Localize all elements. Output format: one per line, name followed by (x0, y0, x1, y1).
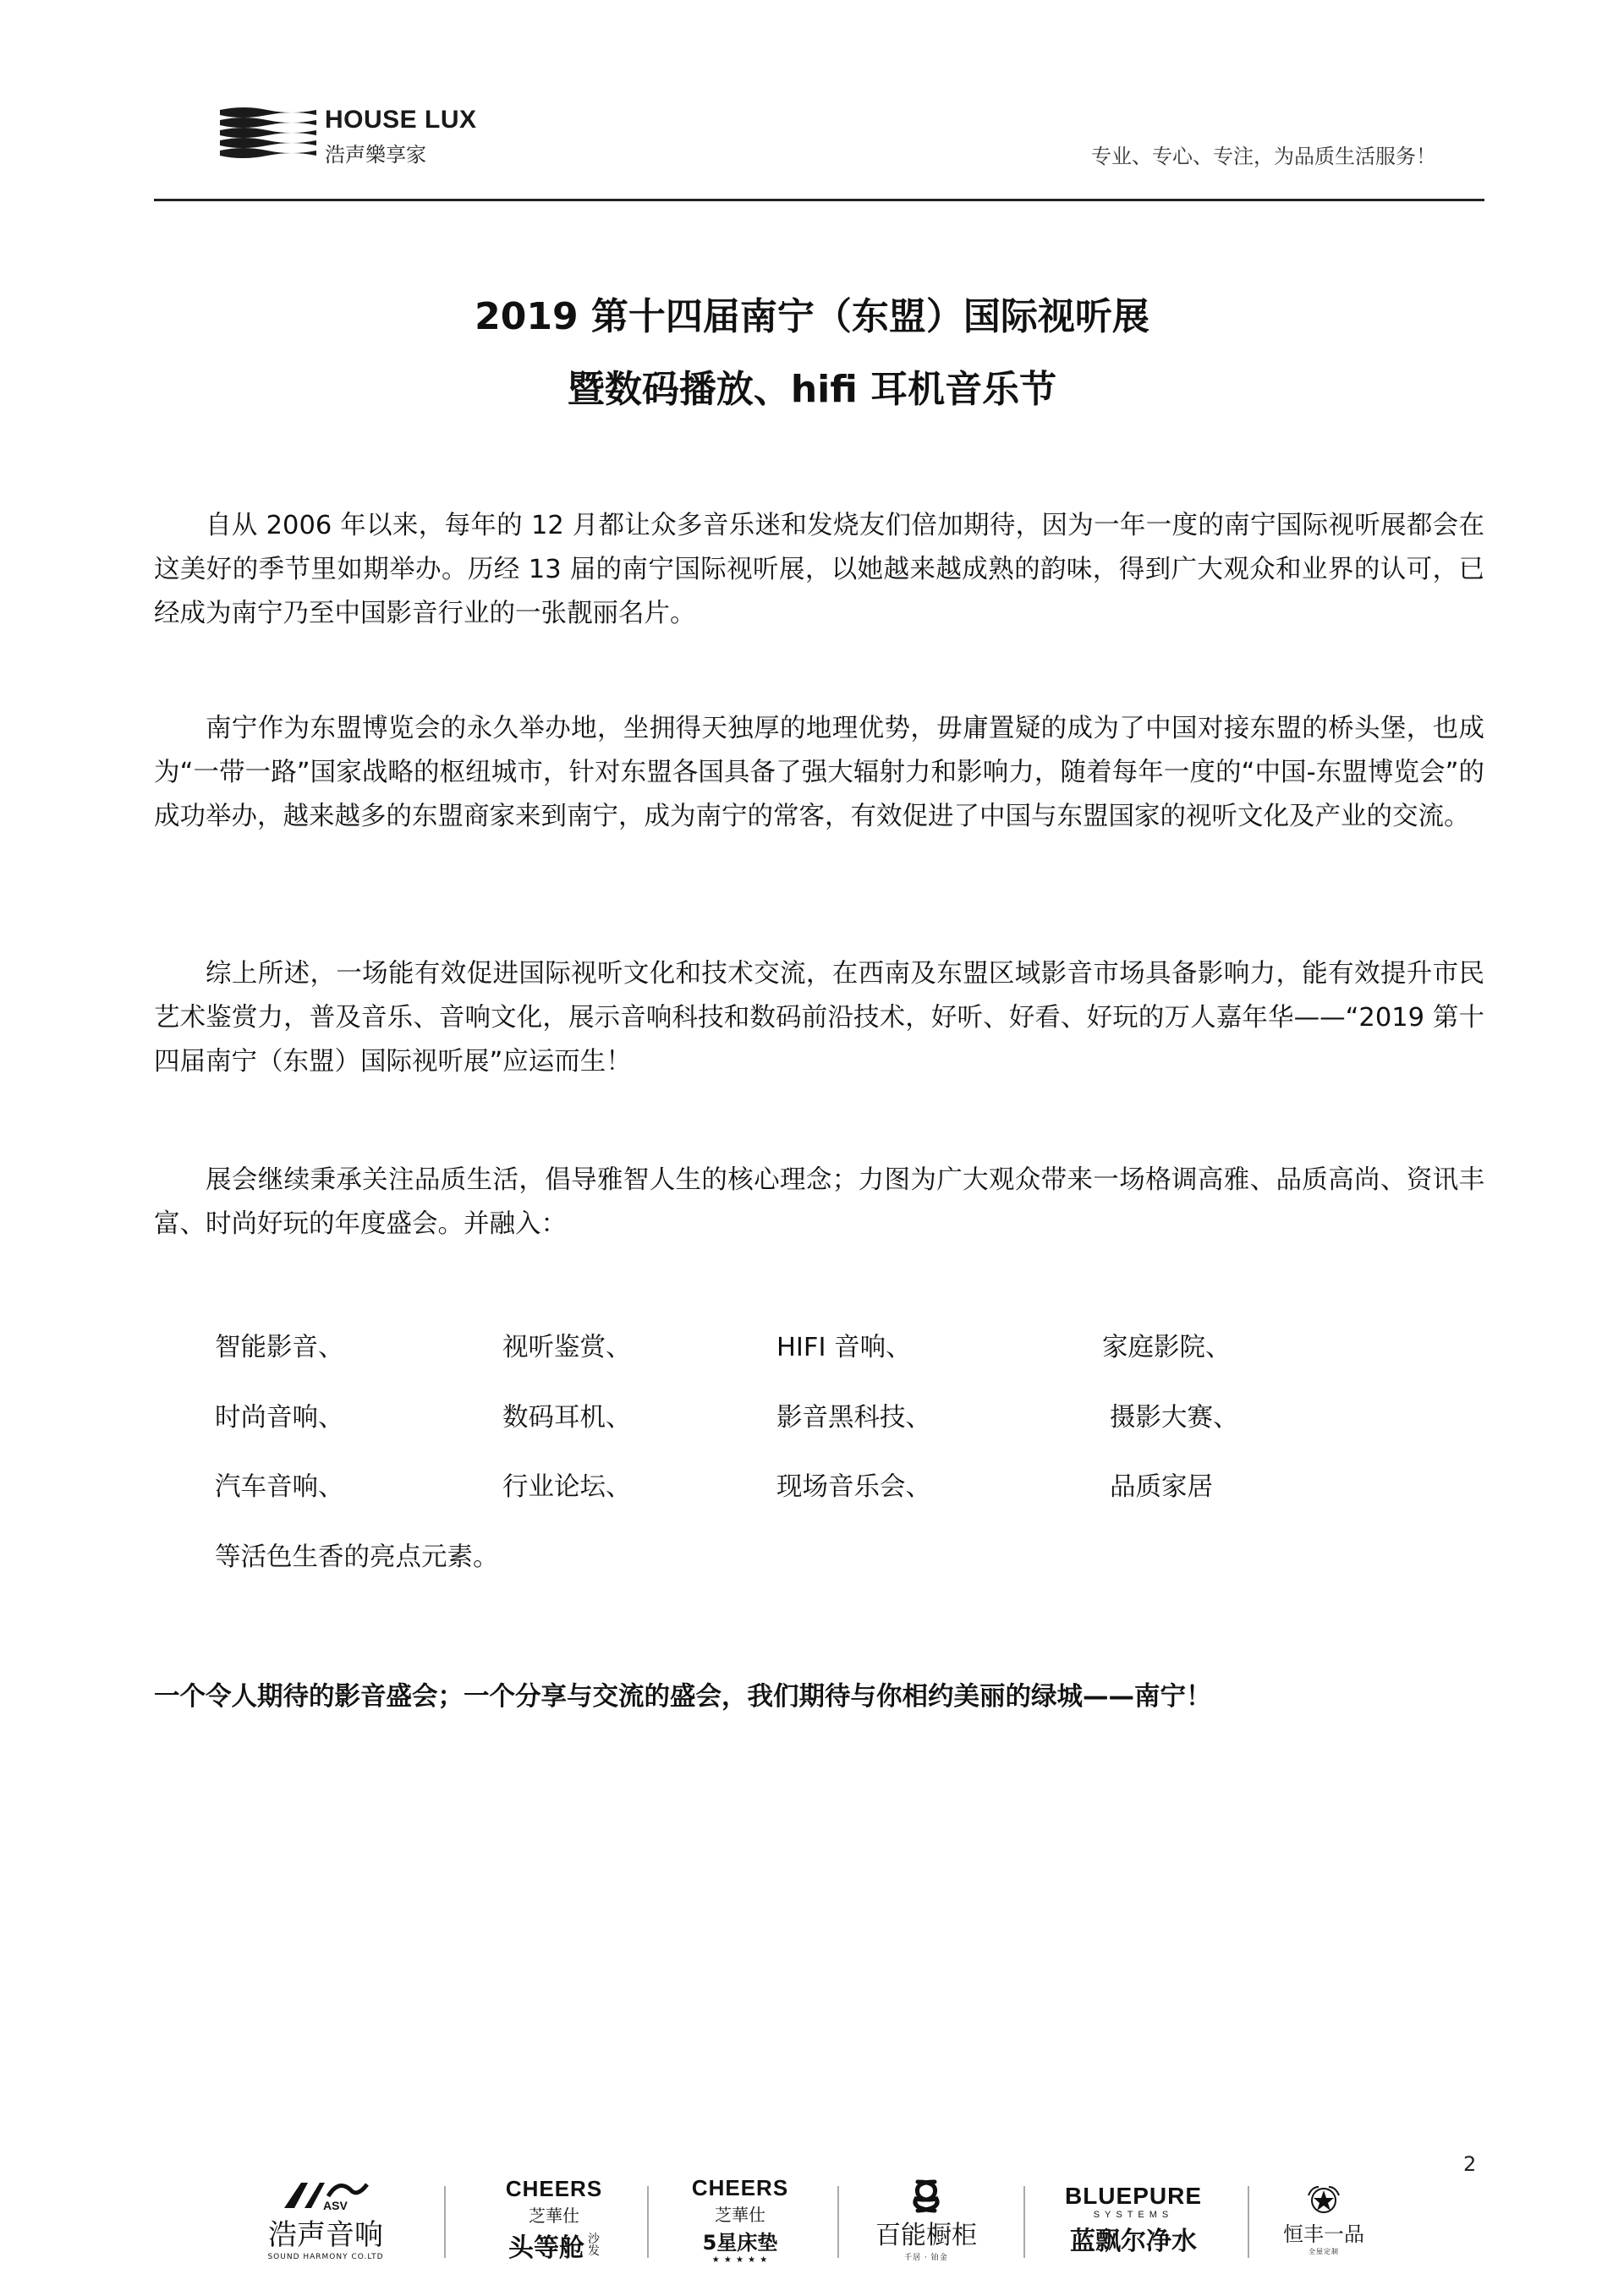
sponsor-cabinet (863, 2178, 990, 2262)
brand-name-en: HOUSE LUX (325, 106, 477, 134)
element-item: HIFI 音响、 (776, 1333, 912, 1362)
sponsor-divider (647, 2186, 649, 2258)
document-subtitle: 暨数码播放、hifi 耳机音乐节 (567, 368, 1057, 411)
page-number: 2 (1463, 2152, 1477, 2176)
sponsor-sound-harmony (241, 2178, 410, 2262)
cheers-logo-icon: CHEERS (691, 2175, 789, 2200)
sponsor-name: 百能橱柜 (875, 2220, 977, 2250)
paragraph-location: 南宁作为东盟博览会的永久举办地，坐拥得天独厚的地理优势，毋庸置疑的成为了中国对接东盟的桥头堡，也成为“一带一路”国家战略的枢纽城市，针对东盟各国具备了强大辐射力和影响力，随着每年一度的“中国-东盟博览会”的成功举办，越来越多的东盟商家来到南宁，成为南宁的常客，有效促进了中国与东盟国家的视听文化及产业的交流。 (154, 714, 1484, 831)
element-item: 家庭影院、 (1102, 1333, 1232, 1362)
sponsor-divider (1023, 2186, 1025, 2258)
header-slogan: 专业、专心、专注，为品质生活服务！ (1091, 145, 1436, 168)
sponsor-cheers-mattress (677, 2175, 804, 2265)
brand-name-cn: 浩声樂享家 (325, 143, 426, 167)
element-item: 摄影大赛、 (1110, 1403, 1239, 1433)
sponsor-bluepure (1049, 2178, 1218, 2262)
cheers-logo-icon: CHEERS (505, 2176, 603, 2201)
cabinet-logo-icon (909, 2178, 943, 2214)
header-divider (154, 199, 1484, 201)
house-lux-logo-icon (218, 105, 318, 159)
element-item: 现场音乐会、 (776, 1472, 931, 1502)
element-item: 视听鉴赏、 (502, 1333, 632, 1362)
sponsor-mark-subtitle: SYSTEMS (1093, 2210, 1174, 2220)
sponsor-divider (837, 2186, 839, 2258)
sponsor-name: 头等舱 (508, 2233, 584, 2263)
sponsor-name: 蓝飘尔净水 (1070, 2227, 1197, 2256)
asv-logo-icon (279, 2179, 372, 2211)
paragraph-concept: 展会继续秉承关注品质生活，倡导雅智人生的核心理念；力图为广大观众带来一场格调高雅、品质高尚、资讯丰富、时尚好玩的年度盛会。并融入： (154, 1165, 1484, 1239)
bluepure-logo-icon: BLUEPURE (1064, 2183, 1202, 2209)
sponsor-name: 恒丰一品 (1283, 2222, 1364, 2246)
sponsor-subtitle: 全屋定制 (1309, 2248, 1339, 2255)
sponsor-subtitle: 千居 · 铂金 (904, 2253, 948, 2262)
closing-statement: 一个令人期待的影音盛会；一个分享与交流的盛会，我们期待与你相约美丽的绿城——南宁！ (154, 1682, 1212, 1712)
sponsor-divider (444, 2186, 446, 2258)
element-item: 品质家居 (1110, 1472, 1213, 1502)
sponsor-name: 5星床垫 (702, 2231, 778, 2255)
sponsor-cheers-sofa (482, 2178, 626, 2262)
sponsor-hengfeng (1269, 2178, 1379, 2262)
svg-text:ASV: ASV (323, 2198, 348, 2211)
elements-tail: 等活色生香的亮点元素。 (215, 1543, 499, 1572)
element-item: 时尚音响、 (215, 1403, 344, 1433)
sponsor-subtitle: SOUND HARMONY CO.LTD (267, 2252, 384, 2261)
element-item: 汽车音响、 (215, 1472, 344, 1502)
emblem-icon (1305, 2184, 1342, 2217)
sponsor-divider (1248, 2186, 1249, 2258)
element-item: 数码耳机、 (502, 1403, 632, 1433)
element-item: 智能影音、 (215, 1333, 344, 1362)
sponsor-name-top: 芝華仕 (529, 2206, 579, 2226)
star-rating: ★ ★ ★ ★ ★ (711, 2255, 769, 2265)
element-item: 行业论坛、 (502, 1472, 632, 1502)
element-item: 影音黑科技、 (776, 1403, 931, 1433)
paragraph-intro: 自从 2006 年以来，每年的 12 月都让众多音乐迷和发烧友们倍加期待，因为一年一度的南宁国际视听展都会在这美好的季节里如期举办。历经 13 届的南宁国际视听展，以她越来越成熟的韵味，得到广大观众和业界的认可，已经成为南宁乃至中国影音行业的一张靓丽名片。 (154, 511, 1484, 628)
sponsor-name: 浩声音响 (268, 2217, 383, 2252)
paragraph-summary: 综上所述，一场能有效促进国际视听文化和技术交流，在西南及东盟区域影音市场具备影响力，能有效提升市民艺术鉴赏力，普及音乐、音响文化，展示音响科技和数码前沿技术，好听、好看、好玩的万人嘉年华——“2019 第十四届南宁（东盟）国际视听展”应运而生！ (154, 959, 1484, 1077)
sponsor-side-label: 沙发 (588, 2233, 600, 2258)
document-title: 2019 第十四届南宁（东盟）国际视听展 (475, 295, 1149, 338)
sponsor-name-top: 芝華仕 (715, 2205, 765, 2225)
